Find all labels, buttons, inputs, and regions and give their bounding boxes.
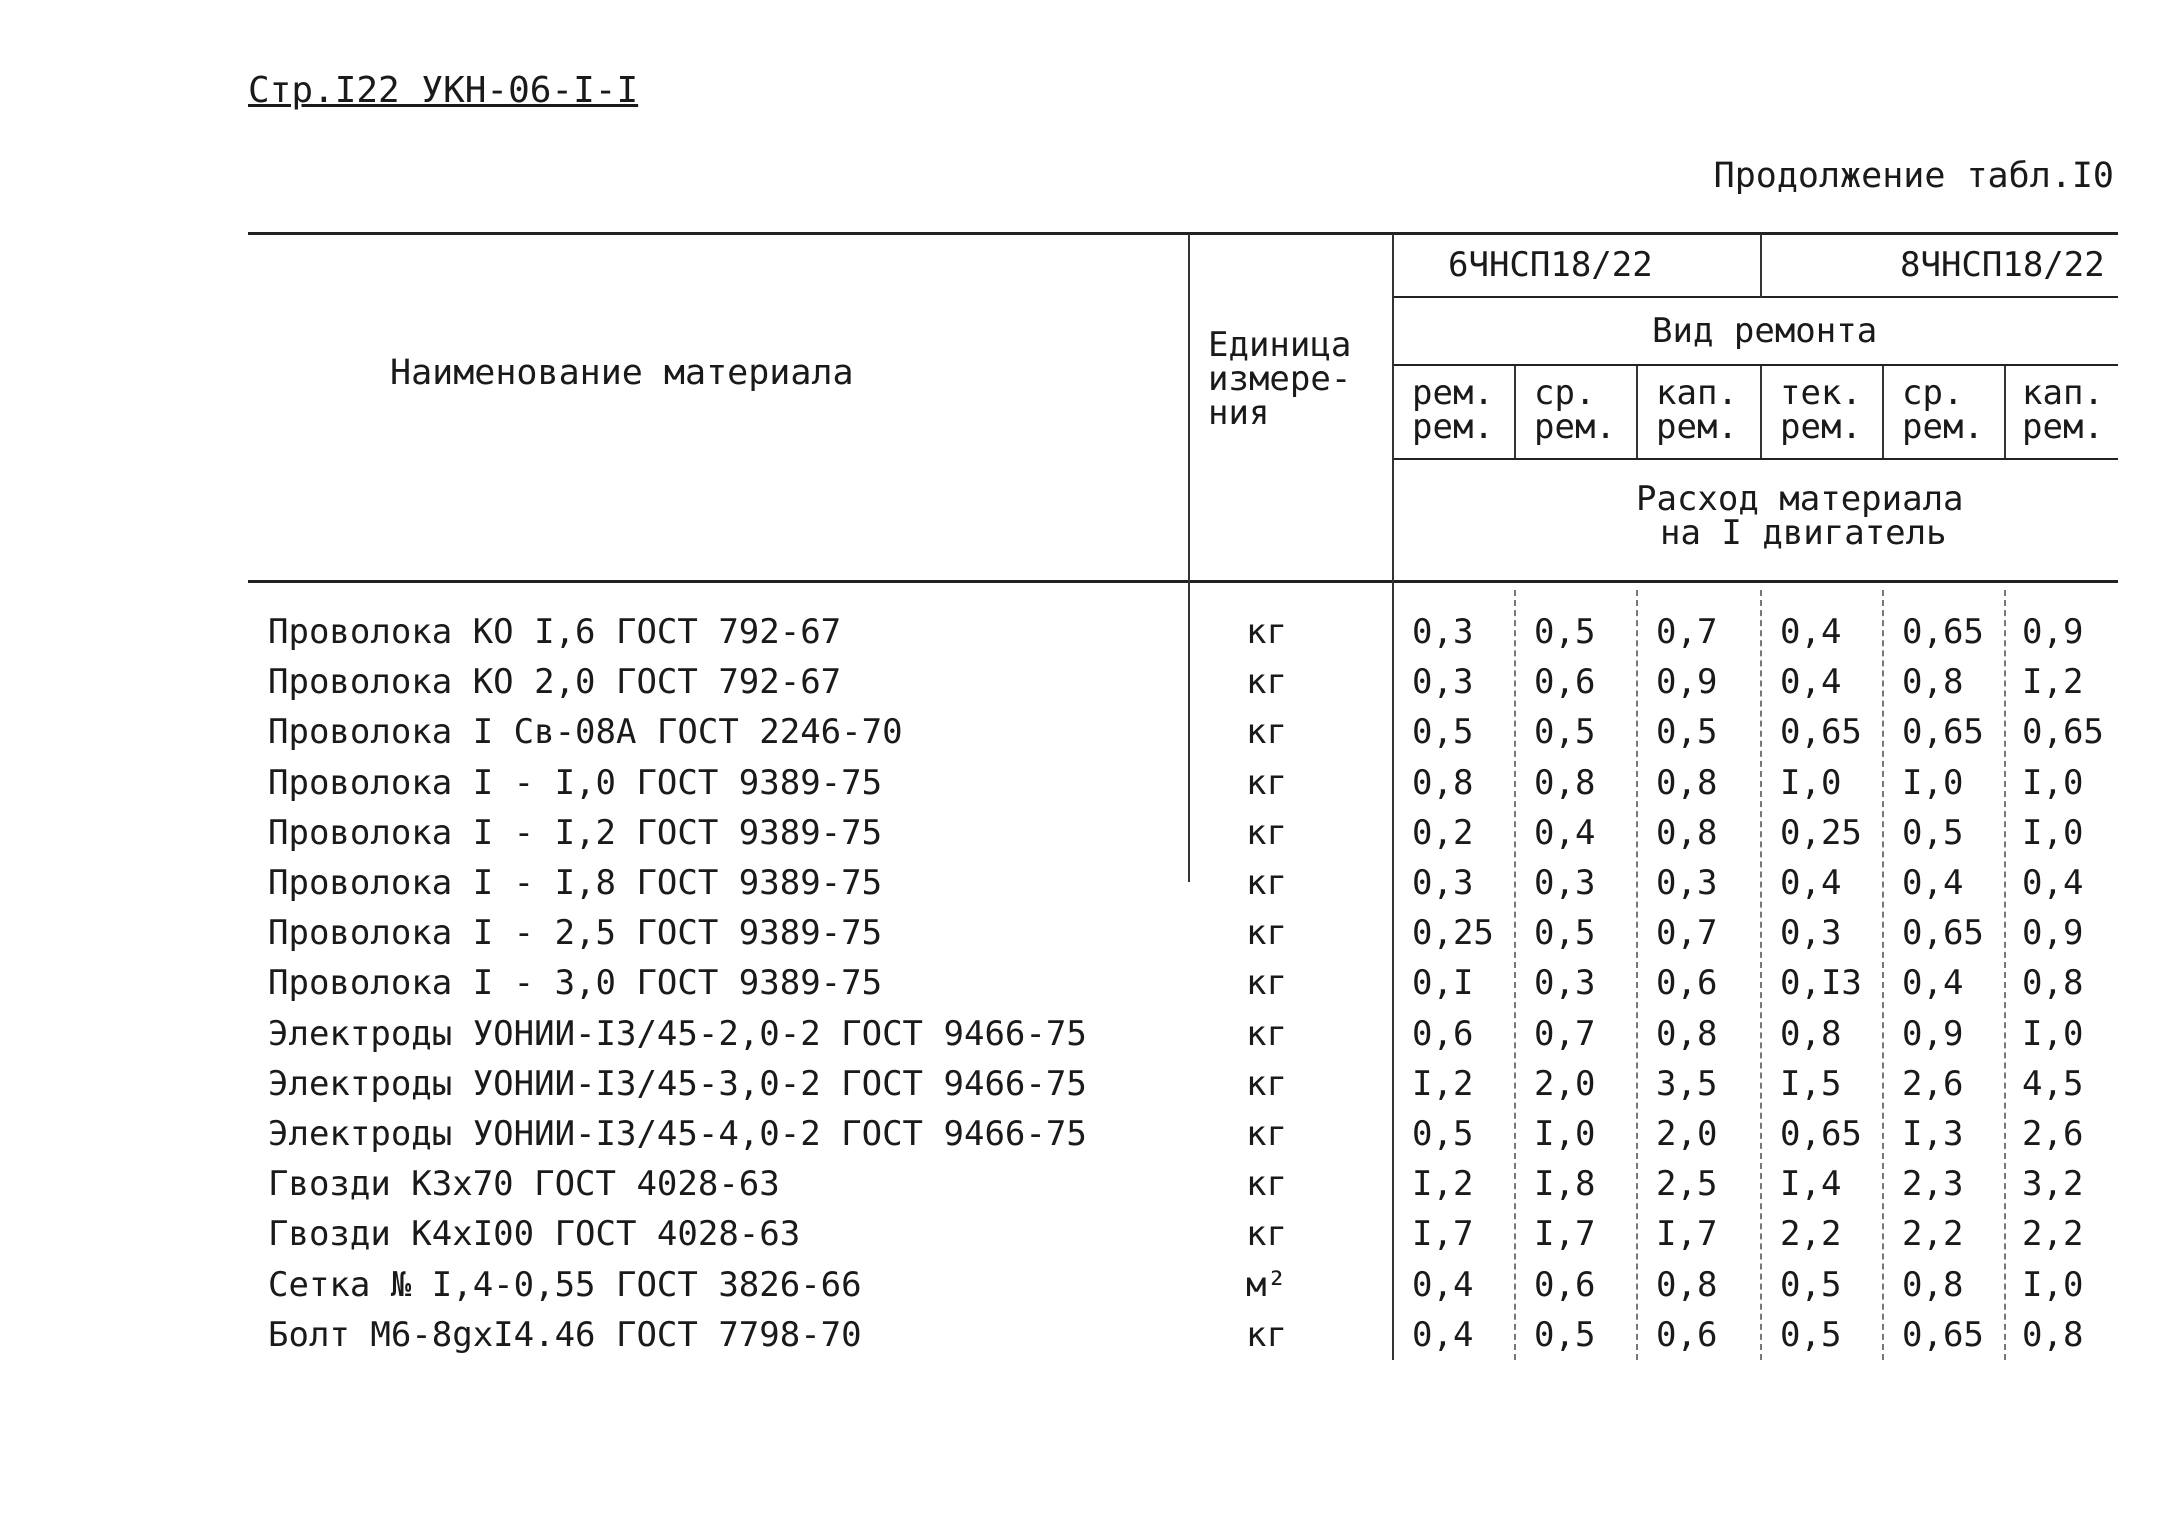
consumption-value: 3,5 <box>1656 1064 1718 1104</box>
material-name: Проволока I - I,0 ГОСТ 9389-75 <box>268 763 883 803</box>
consumption-value: I,2 <box>1412 1164 1474 1204</box>
consumption-value: 0,8 <box>2022 1315 2084 1355</box>
consumption-value: 2,2 <box>1902 1214 1964 1254</box>
consumption-value: 0,7 <box>1534 1014 1596 1054</box>
unit-of-measure: кг <box>1246 1214 1287 1254</box>
consumption-value: 0,8 <box>1902 662 1964 702</box>
repair-header-3-line2: рем. <box>1656 407 1738 447</box>
material-name: Электроды УОНИИ-I3/45-4,0-2 ГОСТ 9466-75 <box>268 1114 1087 1154</box>
consumption-value: 0,8 <box>1412 763 1474 803</box>
value-col-separator-1 <box>1514 590 1516 1360</box>
material-name: Проволока I - 2,5 ГОСТ 9389-75 <box>268 913 883 953</box>
consumption-value: 0,25 <box>1780 813 1862 853</box>
consumption-header-line2: на I двигатель <box>1660 513 1947 553</box>
consumption-value: 0,3 <box>1780 913 1842 953</box>
consumption-value: I,7 <box>1534 1214 1596 1254</box>
consumption-value: 0,65 <box>1902 1315 1984 1355</box>
repair-header-4-line2: рем. <box>1780 407 1862 447</box>
repair-divider-5 <box>2004 366 2006 458</box>
column-header-unit-line2: измере- <box>1208 359 1352 399</box>
consumption-value: 0,4 <box>1412 1315 1474 1355</box>
consumption-value: 0,65 <box>2022 712 2104 752</box>
unit-of-measure: кг <box>1246 763 1287 803</box>
consumption-value: 0,5 <box>1780 1265 1842 1305</box>
material-name: Гвозди К4хI00 ГОСТ 4028-63 <box>268 1214 801 1254</box>
repair-header-1-line1: рем. <box>1412 373 1494 413</box>
consumption-value: I,3 <box>1902 1114 1964 1154</box>
consumption-value: 0,4 <box>1780 863 1842 903</box>
page-reference: Стр.I22 УКН-06-I-I <box>248 70 639 111</box>
material-name: Гвозди К3х70 ГОСТ 4028-63 <box>268 1164 780 1204</box>
consumption-value: 0,6 <box>1656 1315 1718 1355</box>
consumption-value: 0,65 <box>1780 712 1862 752</box>
header-bottom-rule <box>248 580 2118 583</box>
consumption-value: 0,65 <box>1902 712 1984 752</box>
consumption-value: I,7 <box>1412 1214 1474 1254</box>
consumption-value: 2,5 <box>1656 1164 1718 1204</box>
consumption-value: 0,5 <box>1534 1315 1596 1355</box>
consumption-header-line1: Расход материала <box>1636 479 1964 519</box>
consumption-value: I,2 <box>1412 1064 1474 1104</box>
material-name: Электроды УОНИИ-I3/45-3,0-2 ГОСТ 9466-75 <box>268 1064 1087 1104</box>
value-col-separator-4 <box>1882 590 1884 1360</box>
value-col-separator-3 <box>1760 590 1762 1360</box>
consumption-value: 0,4 <box>1534 813 1596 853</box>
consumption-value: 0,3 <box>1412 612 1474 652</box>
column-header-unit-line3: ния <box>1208 393 1270 433</box>
repair-kind-header: Вид ремонта <box>1652 311 1878 351</box>
consumption-value: 0,9 <box>2022 612 2084 652</box>
unit-of-measure: кг <box>1246 612 1287 652</box>
repair-header-1-line2: рем. <box>1412 407 1494 447</box>
consumption-value: I,0 <box>2022 1014 2084 1054</box>
consumption-value: 0,4 <box>1412 1265 1474 1305</box>
unit-of-measure: кг <box>1246 963 1287 1003</box>
consumption-value: 0,6 <box>1534 1265 1596 1305</box>
consumption-value: I,7 <box>1656 1214 1718 1254</box>
consumption-value: 0,5 <box>1656 712 1718 752</box>
consumption-value: 0,5 <box>1534 913 1596 953</box>
consumption-value: 0,3 <box>1534 863 1596 903</box>
repair-header-5-line2: рем. <box>1902 407 1984 447</box>
unit-of-measure: кг <box>1246 1164 1287 1204</box>
consumption-value: 0,7 <box>1656 913 1718 953</box>
material-name: Проволока I Св-08А ГОСТ 2246-70 <box>268 712 903 752</box>
consumption-value: I,8 <box>1534 1164 1596 1204</box>
consumption-value: 0,3 <box>1412 662 1474 702</box>
consumption-value: 0,65 <box>1902 612 1984 652</box>
consumption-value: 0,3 <box>1534 963 1596 1003</box>
repair-divider-3 <box>1760 366 1762 458</box>
material-name: Сетка № I,4-0,55 ГОСТ 3826-66 <box>268 1265 862 1305</box>
consumption-value: 2,6 <box>1902 1064 1964 1104</box>
material-name: Проволока I - I,2 ГОСТ 9389-75 <box>268 813 883 853</box>
unit-values-divider <box>1392 234 1394 1360</box>
consumption-value: 0,8 <box>2022 963 2084 1003</box>
consumption-value: 0,8 <box>1656 1265 1718 1305</box>
unit-of-measure: кг <box>1246 1064 1287 1104</box>
consumption-value: I,0 <box>2022 763 2084 803</box>
consumption-value: I,4 <box>1780 1164 1842 1204</box>
repair-header-3-line1: кап. <box>1656 373 1738 413</box>
consumption-value: 0,I3 <box>1780 963 1862 1003</box>
consumption-value: I,2 <box>2022 662 2084 702</box>
consumption-value: I,0 <box>2022 1265 2084 1305</box>
table-top-rule <box>248 232 2118 235</box>
value-col-separator-2 <box>1636 590 1638 1360</box>
consumption-value: 0,8 <box>1656 1014 1718 1054</box>
consumption-value: 0,5 <box>1902 813 1964 853</box>
consumption-value: 2,3 <box>1902 1164 1964 1204</box>
consumption-value: 0,4 <box>1902 963 1964 1003</box>
column-header-unit-line1: Единица <box>1208 325 1352 365</box>
consumption-value: 0,2 <box>1412 813 1474 853</box>
table-continuation-label: Продолжение табл.I0 <box>1713 156 2114 196</box>
consumption-value: 0,6 <box>1534 662 1596 702</box>
repair-header-5-line1: ср. <box>1902 373 1964 413</box>
unit-of-measure: м² <box>1246 1265 1287 1305</box>
unit-of-measure: кг <box>1246 1014 1287 1054</box>
repair-header-2-line1: ср. <box>1534 373 1596 413</box>
consumption-value: 0,4 <box>1902 863 1964 903</box>
consumption-value: I,5 <box>1780 1064 1842 1104</box>
material-name: Проволока I - 3,0 ГОСТ 9389-75 <box>268 963 883 1003</box>
consumption-value: 0,9 <box>2022 913 2084 953</box>
engine-header-1: 6ЧНСП18/22 <box>1448 245 1653 285</box>
consumption-value: 0,3 <box>1412 863 1474 903</box>
repair-divider-2 <box>1636 366 1638 458</box>
consumption-value: 0,7 <box>1656 612 1718 652</box>
material-name: Проволока I - I,8 ГОСТ 9389-75 <box>268 863 883 903</box>
consumption-value: 0,6 <box>1412 1014 1474 1054</box>
unit-of-measure: кг <box>1246 813 1287 853</box>
repair-header-4-line1: тек. <box>1780 373 1862 413</box>
consumption-value: 0,8 <box>1534 763 1596 803</box>
consumption-value: 4,5 <box>2022 1064 2084 1104</box>
consumption-value: I,0 <box>1902 763 1964 803</box>
consumption-value: 2,0 <box>1656 1114 1718 1154</box>
repair-header-6-line1: кап. <box>2022 373 2104 413</box>
engine-header-2: 8ЧНСП18/22 <box>1900 245 2105 285</box>
unit-of-measure: кг <box>1246 712 1287 752</box>
consumption-value: 0,I <box>1412 963 1474 1003</box>
consumption-value: 0,8 <box>1656 763 1718 803</box>
engine-divider <box>1760 234 1762 298</box>
consumption-value: 0,3 <box>1656 863 1718 903</box>
consumption-value: 0,25 <box>1412 913 1494 953</box>
consumption-value: I,0 <box>1534 1114 1596 1154</box>
consumption-value: 0,8 <box>1656 813 1718 853</box>
consumption-value: 0,5 <box>1412 712 1474 752</box>
consumption-value: I,0 <box>2022 813 2084 853</box>
consumption-value: 0,5 <box>1534 712 1596 752</box>
engine-rule <box>1392 296 2118 298</box>
repair-header-2-line2: рем. <box>1534 407 1616 447</box>
material-name: Проволока КО 2,0 ГОСТ 792-67 <box>268 662 842 702</box>
consumption-value: 0,9 <box>1656 662 1718 702</box>
consumption-value: 0,4 <box>1780 612 1842 652</box>
unit-of-measure: кг <box>1246 1315 1287 1355</box>
repair-header-6-line2: рем. <box>2022 407 2104 447</box>
repair-divider-4 <box>1882 366 1884 458</box>
material-name: Проволока КО I,6 ГОСТ 792-67 <box>268 612 842 652</box>
consumption-value: 2,0 <box>1534 1064 1596 1104</box>
unit-of-measure: кг <box>1246 913 1287 953</box>
consumption-value: 0,4 <box>2022 863 2084 903</box>
consumption-value: 0,5 <box>1780 1315 1842 1355</box>
consumption-value: 0,8 <box>1902 1265 1964 1305</box>
consumption-value: 0,4 <box>1780 662 1842 702</box>
unit-of-measure: кг <box>1246 662 1287 702</box>
value-col-separator-5 <box>2004 590 2006 1360</box>
name-unit-divider <box>1188 234 1190 882</box>
consumption-value: 0,65 <box>1780 1114 1862 1154</box>
column-header-name: Наименование материала <box>390 353 854 393</box>
material-name: Болт М6-8gхI4.46 ГОСТ 7798-70 <box>268 1315 862 1355</box>
consumption-value: 0,5 <box>1412 1114 1474 1154</box>
repair-kind-rule <box>1392 364 2118 366</box>
consumption-value: 3,2 <box>2022 1164 2084 1204</box>
repair-divider-1 <box>1514 366 1516 458</box>
consumption-value: 2,2 <box>1780 1214 1842 1254</box>
unit-of-measure: кг <box>1246 863 1287 903</box>
repairs-rule <box>1392 458 2118 460</box>
consumption-value: 0,5 <box>1534 612 1596 652</box>
consumption-value: 0,65 <box>1902 913 1984 953</box>
consumption-value: 2,6 <box>2022 1114 2084 1154</box>
material-name: Электроды УОНИИ-I3/45-2,0-2 ГОСТ 9466-75 <box>268 1014 1087 1054</box>
consumption-value: I,0 <box>1780 763 1842 803</box>
unit-of-measure: кг <box>1246 1114 1287 1154</box>
consumption-value: 0,8 <box>1780 1014 1842 1054</box>
consumption-value: 2,2 <box>2022 1214 2084 1254</box>
consumption-value: 0,9 <box>1902 1014 1964 1054</box>
consumption-value: 0,6 <box>1656 963 1718 1003</box>
